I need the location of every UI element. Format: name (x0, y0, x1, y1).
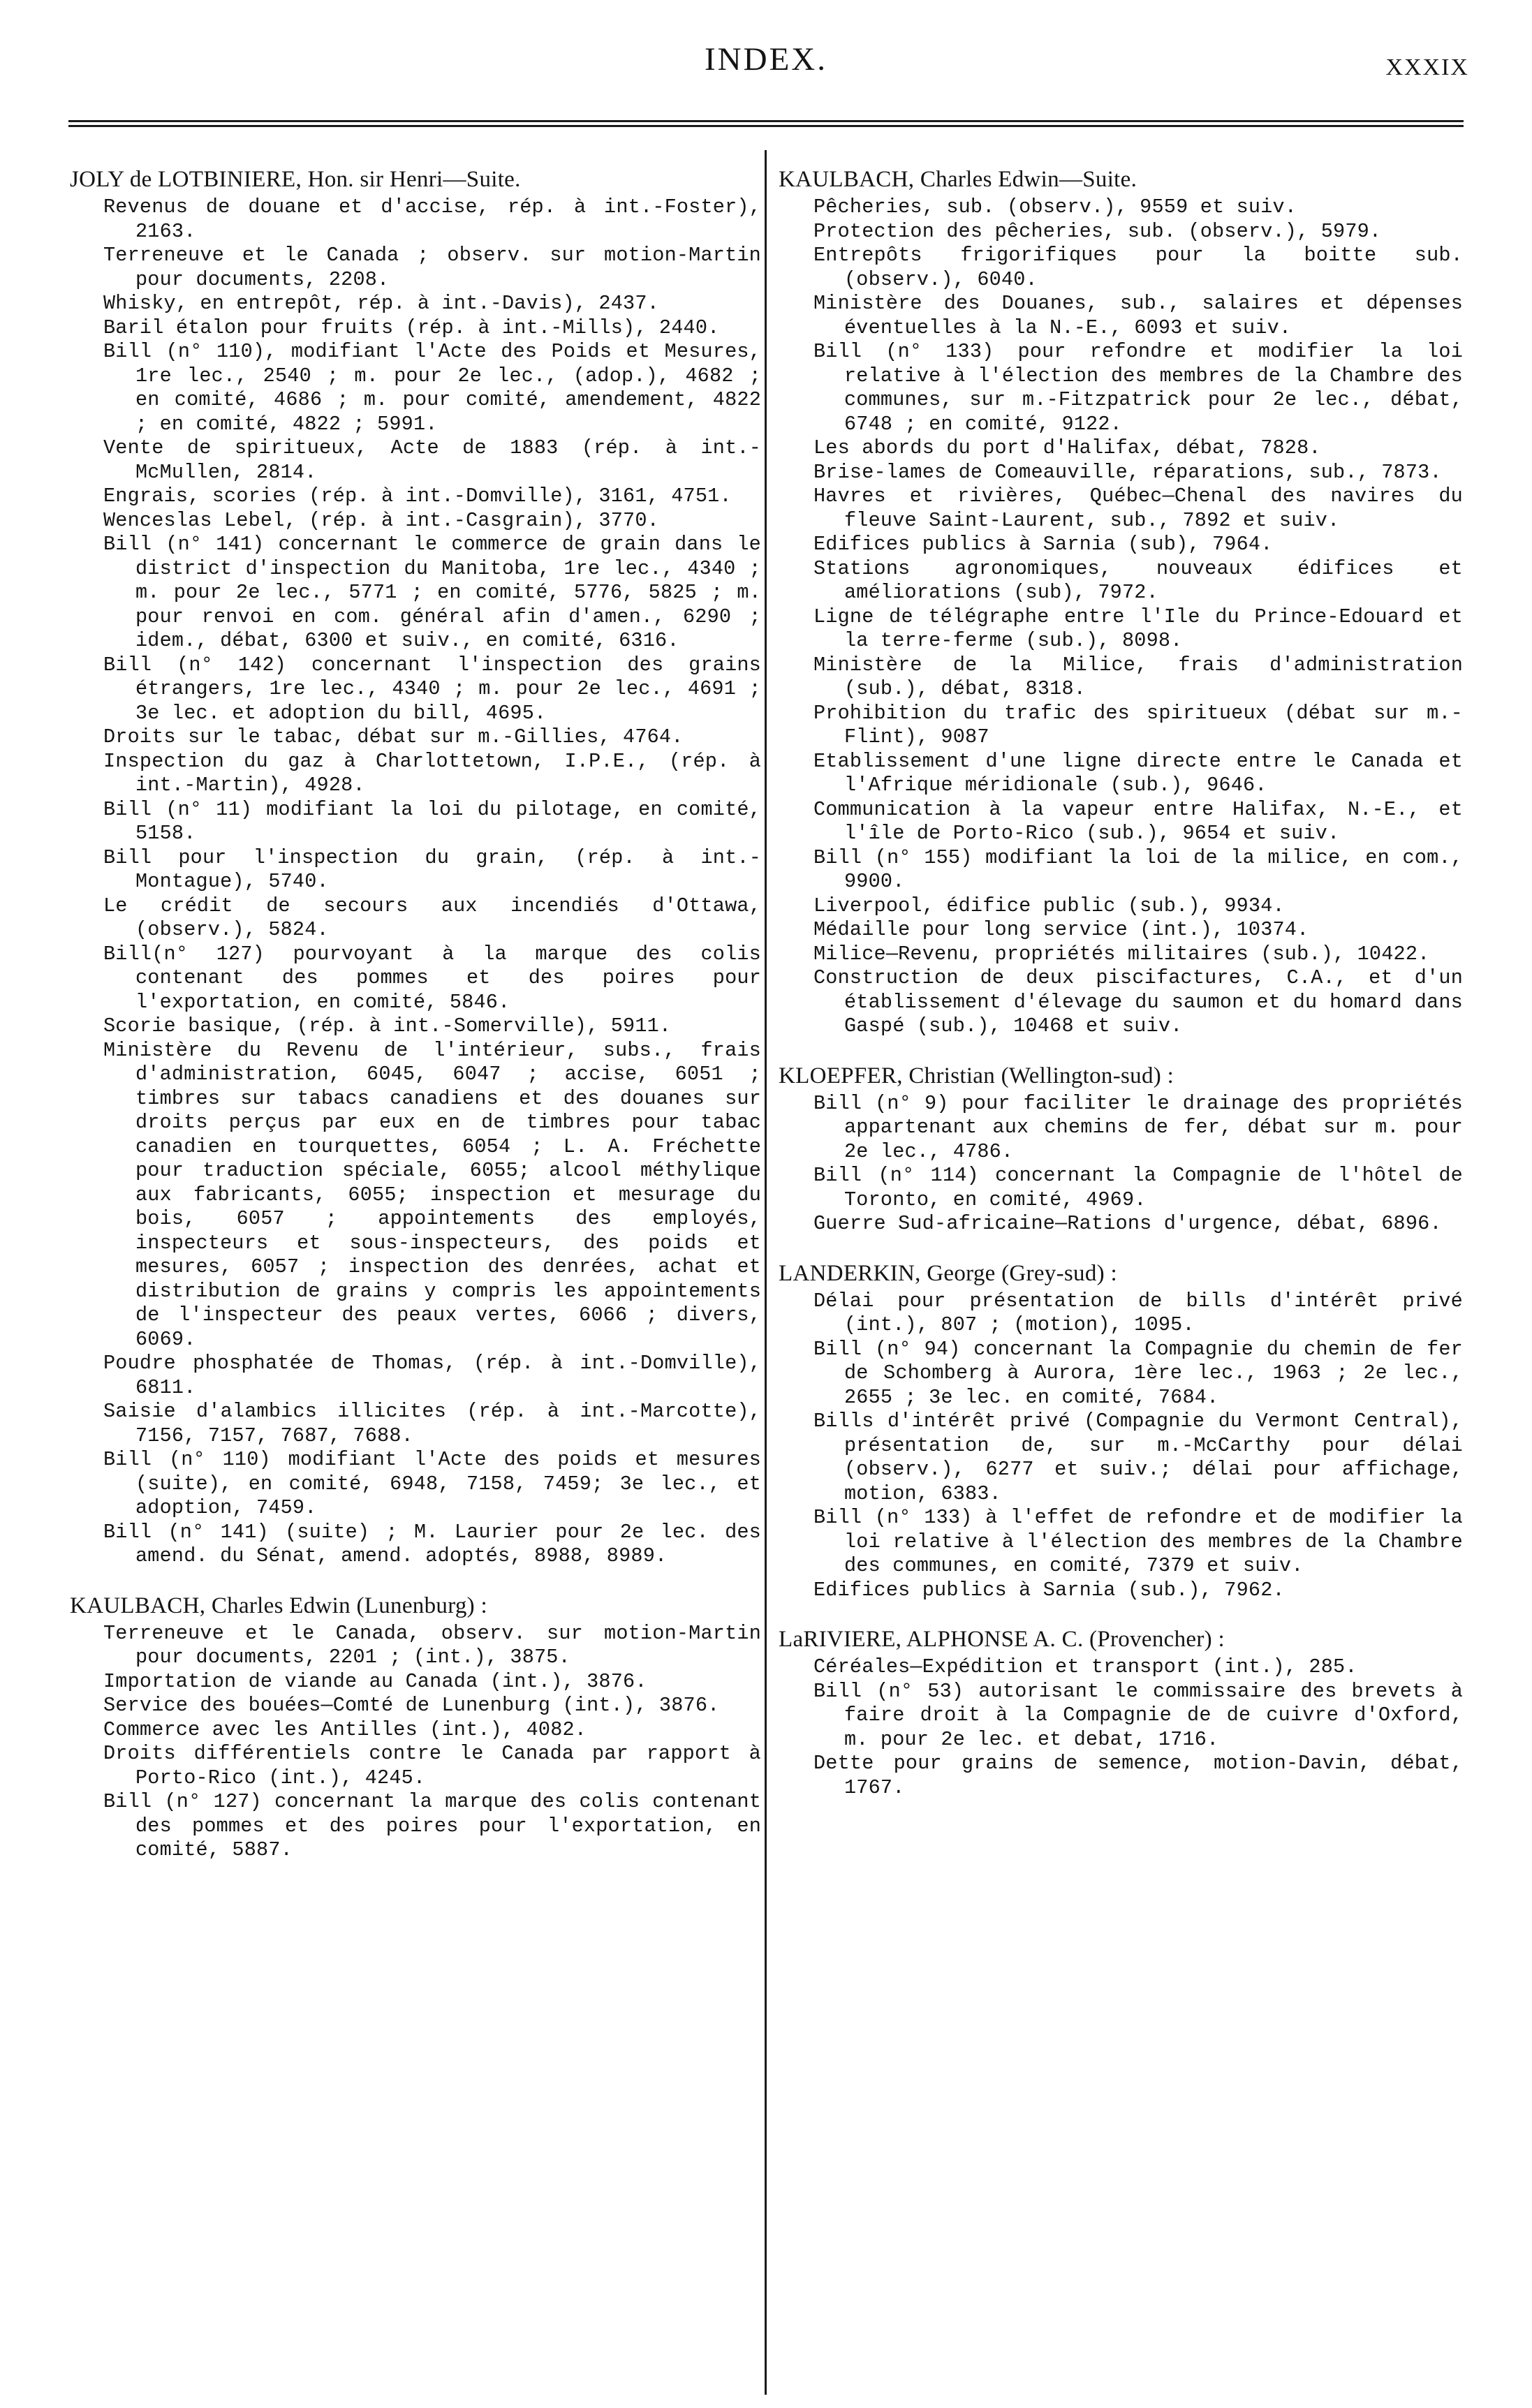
index-entry: Scorie basique, (rép. à int.-Somerville), 5911. (103, 1014, 672, 1037)
index-entry: Entrepôts frigorifiques pour la boitte sub. (observ.), 6040. (813, 244, 1463, 291)
index-entry: Saisie d'alambics illicites (rép. à int.-Marcotte), 7156, 7157, 7687, 7688. (103, 1400, 761, 1447)
index-entry: Terreneuve et le Canada ; observ. sur motion-Martin pour documents, 2208. (103, 244, 761, 291)
index-heading: KAULBACH, Charles Edwin (Lunenburg) : (70, 1593, 487, 1618)
index-entry: Revenus de douane et d'accise, rép. à int.-Foster), 2163. (103, 195, 761, 243)
index-heading: KAULBACH, Charles Edwin—Suite. (779, 167, 1137, 192)
index-entry: Droits sur le tabac, débat sur m.-Gillies, 4764. (103, 725, 684, 748)
index-entry: Liverpool, édifice public (sub.), 9934. (813, 894, 1285, 917)
index-entry: Whisky, en entrepôt, rép. à int.-Davis), 2437. (103, 292, 659, 315)
index-entry: Engrais, scories (rép. à int.-Domville), 3161, 4751. (103, 485, 732, 508)
index-entry: Stations agronomiques, nouveaux édifices et améliorations (sub), 7972. (813, 556, 1463, 604)
index-entry: Bill (n° 110) modifiant l'Acte des poids et mesures (suite), en comité, 6948, 7158, 7459; 3e lec., et adoption, 7459. (103, 1448, 761, 1519)
index-entry: Poudre phosphatée de Thomas, (rép. à int.-Domville), 6811. (103, 1352, 761, 1399)
header-rule (68, 120, 1464, 127)
index-entry: Ligne de télégraphe entre l'Ile du Prince-Edouard et la terre-ferme (sub.), 8098. (813, 605, 1463, 652)
index-entry: Bill (n° 114) concernant la Compagnie de l'hôtel de Toronto, en comité, 4969. (813, 1164, 1463, 1211)
index-entry: Baril étalon pour fruits (rép. à int.-Mills), 2440. (103, 316, 720, 339)
index-entry: Milice—Revenu, propriétés militaires (sub.), 10422. (813, 942, 1430, 966)
index-heading: KLOEPFER, Christian (Wellington-sud) : (779, 1063, 1174, 1088)
index-entry: Bill (n° 127) concernant la marque des colis contenant des pommes et des poires pour l'exportation, en comité, 5887. (103, 1790, 761, 1861)
index-entry: Inspection du gaz à Charlottetown, I.P.E., (rép. à int.-Martin), 4928. (103, 749, 761, 797)
index-entry: Etablissement d'une ligne directe entre le Canada et l'Afrique méridionale (sub.), 9646. (813, 749, 1463, 797)
index-entry: Edifices publics à Sarnia (sub), 7964. (813, 533, 1273, 556)
index-entry: Construction de deux piscifactures, C.A., et d'un établissement d'élevage du saumon et du homard dans Gaspé (sub.), 10468 et suiv. (813, 966, 1463, 1037)
index-entry: Bill pour l'inspection du grain, (rép. à int.-Montague), 5740. (103, 845, 761, 893)
index-entry: Céréales—Expédition et transport (int.), 285. (813, 1655, 1357, 1678)
index-entry: Bill (n° 9) pour faciliter le drainage des propriétés appartenant aux chemins de fer, débat sur m. pour 2e lec., 4786. (813, 1091, 1463, 1163)
index-entry: Bill (n° 11) modifiant la loi du pilotage, en comité, 5158. (103, 797, 761, 845)
index-entry: Bill (n° 141) (suite) ; M. Laurier pour 2e lec. des amend. du Sénat, amend. adoptés, 8988, 8989. (103, 1520, 761, 1567)
page-number: XXXIX (1385, 54, 1469, 80)
index-entry: Edifices publics à Sarnia (sub.), 7962. (813, 1578, 1285, 1602)
index-entry: Terreneuve et le Canada, observ. sur motion-Martin pour documents, 2201 ; (int.), 3875. (103, 1621, 761, 1669)
index-heading: JOLY de LOTBINIERE, Hon. sir Henri—Suite. (70, 167, 521, 192)
index-entry: Havres et rivières, Québec—Chenal des navires du fleuve Saint-Laurent, sub., 7892 et suiv. (813, 485, 1463, 532)
index-entry: Bill (n° 53) autorisant le commissaire des brevets à faire droit à la Compagnie de de cuivre d'Oxford, m. pour 2e lec. et debat, 1716. (813, 1679, 1463, 1751)
index-entry: Délai pour présentation de bills d'intérêt privé (int.), 807 ; (motion), 1095. (813, 1289, 1463, 1336)
index-entry: Bill (n° 141) concernant le commerce de grain dans le district d'inspection du Manitoba, 1re lec., 4340 ; m. pour 2e lec., 5771 ; en comité, 5776, 5825 ; m. pour renvoi en com. général afin d'amen., 6290 ; idem., débat, 6300 et suiv., en comité, 6316. (103, 533, 761, 652)
index-entry: Prohibition du trafic des spiritueux (débat sur m.-Flint), 9087 (813, 701, 1463, 748)
index-entry: Bill (n° 133) pour refondre et modifier la loi relative à l'élection des membres de la Chambre des communes, sur m.-Fitzpatrick pour 2e lec., débat, 6748 ; en comité, 9122. (813, 340, 1463, 436)
index-entry: Dette pour grains de semence, motion-Davin, débat, 1767. (813, 1752, 1463, 1799)
index-entry: Bill (n° 133) à l'effet de refondre et de modifier la loi relative à l'élection des membres de la Chambre des communes, en comité, 7379 et suiv. (813, 1506, 1463, 1577)
index-entry: Bill (n° 155) modifiant la loi de la milice, en com., 9900. (813, 845, 1463, 893)
index-entry: Bill (n° 110), modifiant l'Acte des Poids et Mesures, 1re lec., 2540 ; m. pour 2e lec., (adop.), 4682 ; en comité, 4686 ; m. pour comité, amendement, 4822 ; en comité, 4822 ; 5991. (103, 340, 761, 436)
index-entry: Droits différentiels contre le Canada par rapport à Porto-Rico (int.), 4245. (103, 1742, 761, 1789)
index-entry: Le crédit de secours aux incendiés d'Ottawa, (observ.), 5824. (103, 894, 761, 941)
index-entry: Médaille pour long service (int.), 10374. (813, 918, 1309, 941)
index-entry: Protection des pêcheries, sub. (observ.), 5979. (813, 219, 1382, 243)
index-entry: Importation de viande au Canada (int.), 3876. (103, 1669, 647, 1693)
index-entry: Pêcheries, sub. (observ.), 9559 et suiv. (813, 195, 1297, 219)
column-divider (765, 150, 767, 2395)
index-entry: Bill (n° 94) concernant la Compagnie du chemin de fer de Schomberg à Aurora, 1ère lec., 1963 ; 2e lec., 2655 ; 3e lec. en comité, 7684. (813, 1337, 1463, 1409)
index-entry: Ministère du Revenu de l'intérieur, subs., frais d'administration, 6045, 6047 ; accise, 6051 ; timbres sur tabacs canadiens et des douanes sur droits perçus par eux en de timbres pour tabac canadien en tourquettes, 6054 ; L. A. Fréchette pour traduction spéciale, 6055; alcool méthylique aux fabricants, 6055; inspection et mesurage du bois, 6057 ; appointements des employés, inspecteurs et sous-inspecteurs, des poids et mesures, 6057 ; inspection des denrées, achat et distribution de grains y compris les appointements de l'inspecteur des peaux vertes, 6066 ; divers, 6069. (103, 1038, 761, 1351)
index-entry: Commerce avec les Antilles (int.), 4082. (103, 1718, 587, 1741)
index-entry: Vente de spiritueux, Acte de 1883 (rép. à int.-McMullen, 2814. (103, 436, 761, 484)
left-column (70, 166, 761, 1863)
right-column (779, 166, 1463, 1800)
index-heading: LANDERKIN, George (Grey-sud) : (779, 1260, 1117, 1286)
index-entry: Ministère des Douanes, sub., salaires et dépenses éventuelles à la N.-E., 6093 et suiv. (813, 292, 1463, 339)
index-entry: Bill (n° 142) concernant l'inspection des grains étrangers, 1re lec., 4340 ; m. pour 2e lec., 4691 ; 3e lec. et adoption du bill, 4695. (103, 653, 761, 725)
page-title: INDEX. (705, 41, 827, 77)
index-entry: Bill(n° 127) pourvoyant à la marque des colis contenant des pommes et des poires pour l'exportation, en comité, 5846. (103, 942, 761, 1014)
index-entry: Wenceslas Lebel, (rép. à int.-Casgrain), 3770. (103, 508, 659, 532)
index-entry: Bills d'intérêt privé (Compagnie du Vermont Central), présentation de, sur m.-McCarthy pour délai (observ.), 6277 et suiv.; délai pour affichage, motion, 6383. (813, 1410, 1463, 1505)
index-entry: Les abords du port d'Halifax, débat, 7828. (813, 436, 1321, 459)
index-entry: Guerre Sud-africaine—Rations d'urgence, débat, 6896. (813, 1212, 1442, 1235)
index-entry: Service des bouées—Comté de Lunenburg (int.), 3876. (103, 1694, 720, 1717)
index-entry: Communication à la vapeur entre Halifax, N.-E., et l'île de Porto-Rico (sub.), 9654 et suiv. (813, 797, 1463, 845)
index-entry: Brise-lames de Comeauville, réparations, sub., 7873. (813, 460, 1442, 484)
index-heading: LaRIVIERE, ALPHONSE A. C. (Provencher) : (779, 1627, 1225, 1652)
index-entry: Ministère de la Milice, frais d'administration (sub.), débat, 8318. (813, 653, 1463, 700)
